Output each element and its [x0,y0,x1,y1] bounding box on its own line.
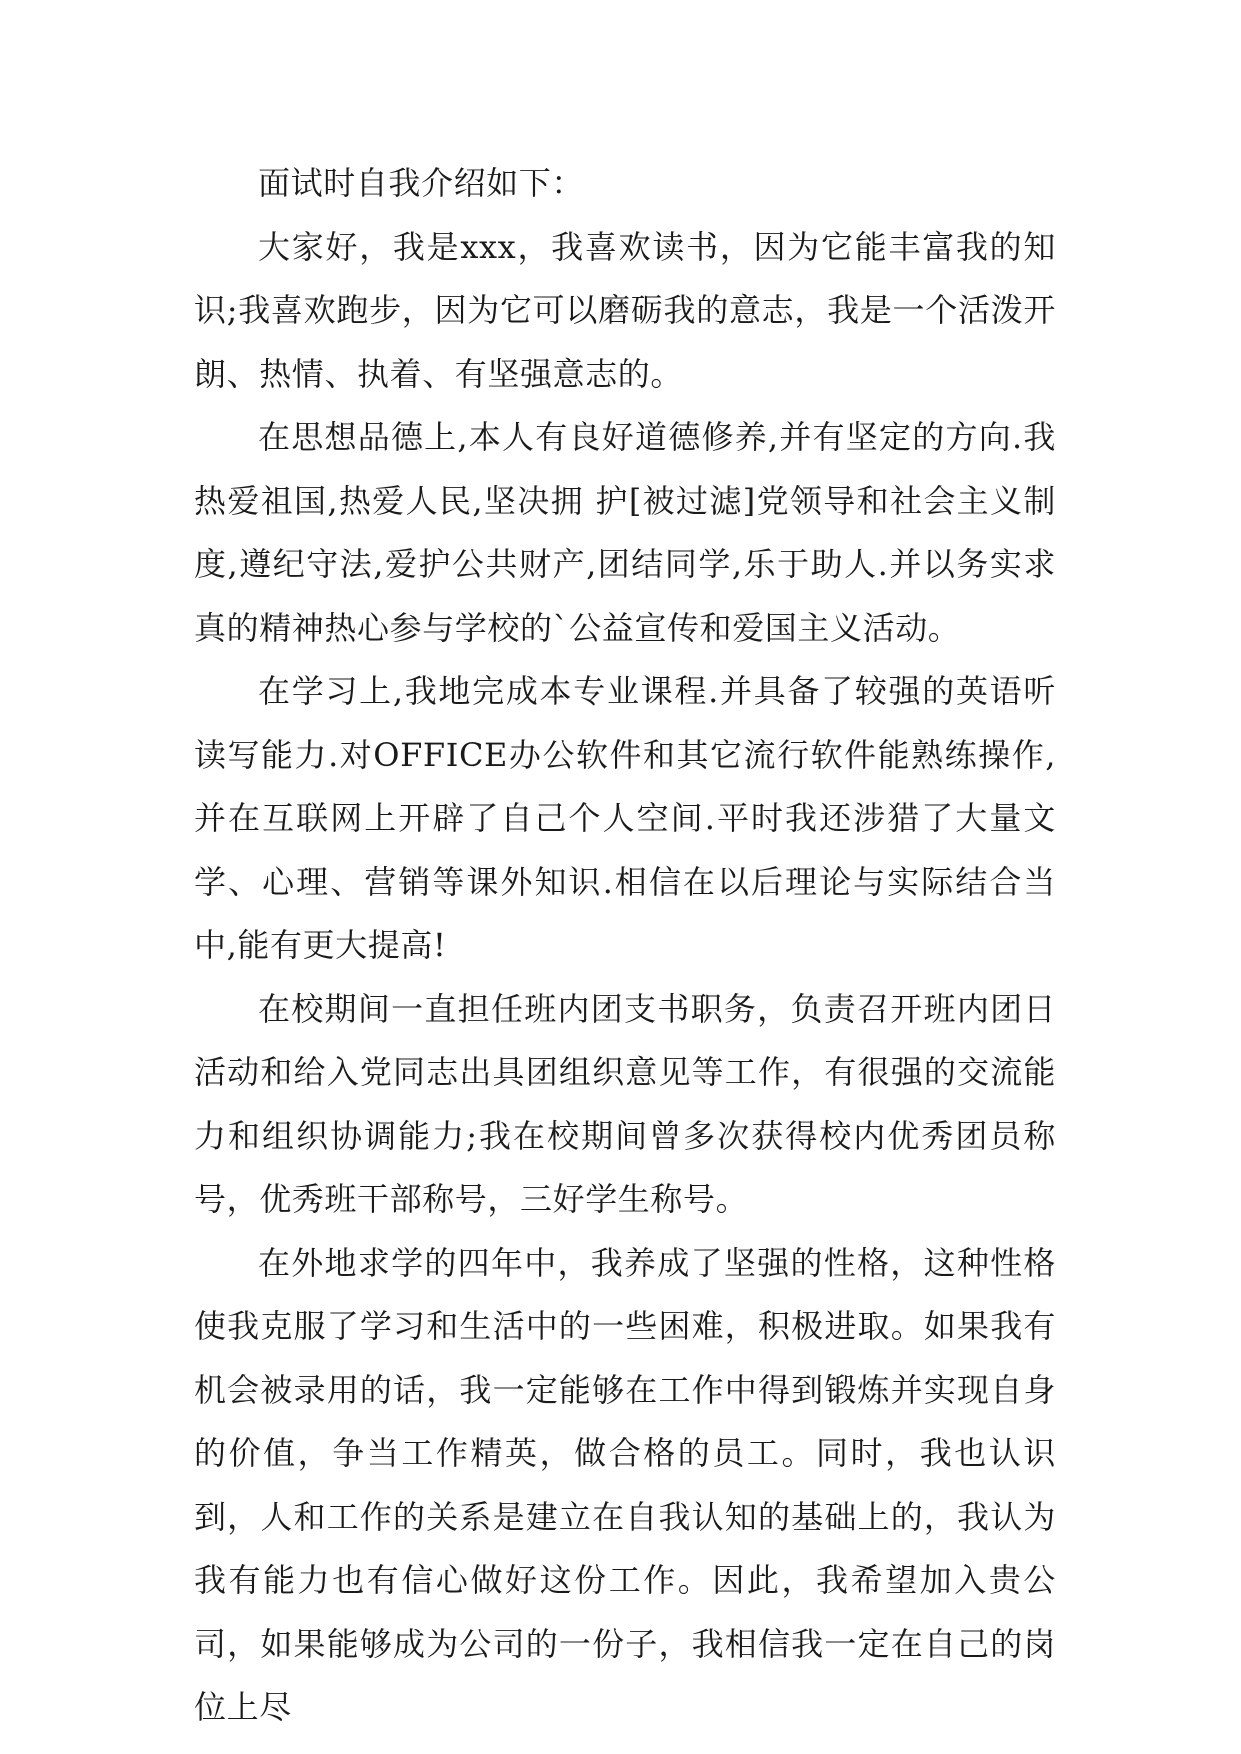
paragraph-school-duties: 在校期间一直担任班内团支书职务，负责召开班内团日活动和给入党同志出具团组织意见等工作，有很强的交流能力和组织协调能力;我在校期间曾多次获得校内优秀团员称号，优秀班干部称号，三好学生称号。 [194,989,1056,1218]
paragraph-intro-heading: 面试时自我介绍如下： [258,164,585,202]
paragraph-moral-character: 在思想品德上,本人有良好道德修养,并有坚定的方向.我热爱祖国,热爱人民,坚决拥 护[被过滤]党领导和社会主义制度,遵纪守法,爱护公共财产,团结同学,乐于助人.并以务实求真的精神热心参与学校的`公益宣传和爱国主义活动。 [194,418,1056,647]
paragraph-study: 在学习上,我地完成本专业课程.并具备了较强的英语听读写能力.对OFFICE办公软件和其它流行软件能熟练操作,并在互联网上开辟了自己个人空间.平时我还涉猎了大量文学、心理、营销等课外知识.相信在以后理论与实际结合当中,能有更大提高! [194,672,1056,964]
paragraph-greeting: 大家好，我是xxx，我喜欢读书，因为它能丰富我的知识;我喜欢跑步，因为它可以磨砺我的意志，我是一个活泼开朗、热情、执着、有坚强意志的。 [194,227,1056,393]
paragraph-career-goals: 在外地求学的四年中，我养成了坚强的性格，这种性格使我克服了学习和生活中的一些困难，积极进取。如果我有机会被录用的话，我一定能够在工作中得到锻炼并实现自身的价值，争当工作精英，做合格的员工。同时，我也认识到，人和工作的关系是建立在自我认知的基础上的，我认为我有能力也有信心做好这份工作。因此，我希望加入贵公司，如果能够成为公司的一份子，我相信我一定在自己的岗位上尽 [194,1243,1056,1726]
document-body [194,152,1056,1740]
